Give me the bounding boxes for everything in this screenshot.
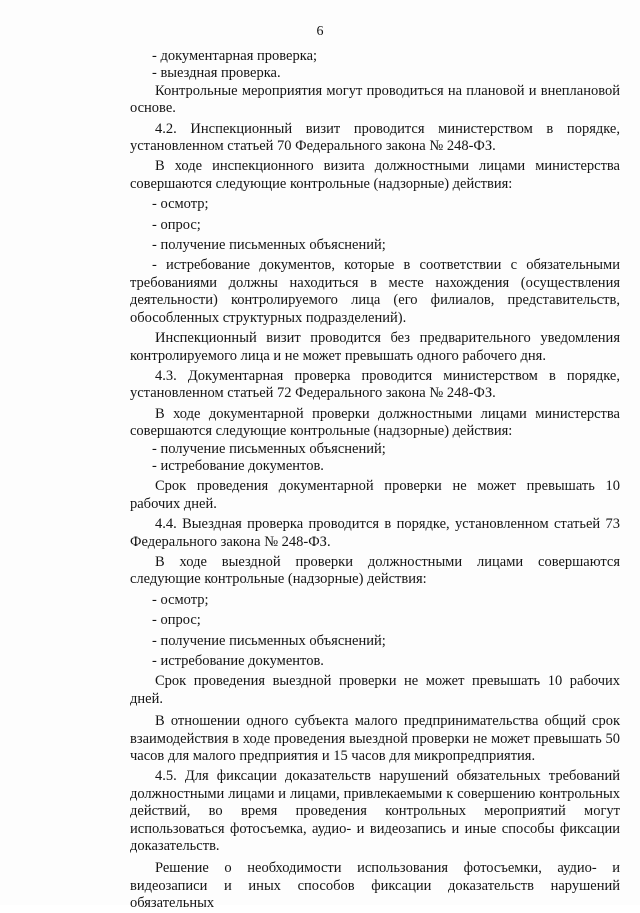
list-item: - истребование документов, которые в соответствии с обязательными требованиями должны находиться в месте нахождения (осуществления деятельности) контролируемого лица (его филиалов, представительств, обособленных структурных подразделений). bbox=[130, 257, 620, 326]
paragraph-section-4-5: 4.5. Для фиксации доказательств нарушений обязательных требований должностными лицами и лицами, привлекаемыми к совершению контрольных действий, во время проведения контрольных мероприятий могут использоваться фотосъемка, аудио- и видеозапись и иные способы фиксации доказательств. bbox=[130, 768, 620, 855]
paragraph: Инспекционный визит проводится без предварительного уведомления контролируемого лица и не может превышать одного рабочего дня. bbox=[130, 330, 620, 364]
paragraph: Срок проведения документарной проверки не может превышать 10 рабочих дней. bbox=[130, 478, 620, 512]
list-item: - выездная проверка. bbox=[152, 65, 281, 82]
paragraph-section-4-3: 4.3. Документарная проверка проводится министерством в порядке, установленном статьей 72 Федерального закона № 248-ФЗ. bbox=[130, 367, 620, 402]
list-item: - осмотр; bbox=[152, 591, 209, 608]
paragraph: В ходе инспекционного визита должностными лицами министерства совершаются следующие контрольные (надзорные) действия: bbox=[130, 158, 620, 192]
list-item: - истребование документов. bbox=[152, 653, 324, 669]
list-item: - получение письменных объяснений; bbox=[152, 440, 386, 457]
paragraph: Контрольные мероприятия могут проводиться на плановой и внеплановой основе. bbox=[130, 82, 620, 117]
paragraph: В ходе документарной проверки должностными лицами министерства совершаются следующие контрольные (надзорные) действия: bbox=[130, 405, 620, 440]
list-item: - получение письменных объяснений; bbox=[152, 237, 386, 254]
paragraph: Решение о необходимости использования фотосъемки, аудио- и видеозаписи и иных способов фиксации доказательств нарушений обязательных bbox=[130, 860, 620, 912]
paragraph: В ходе выездной проверки должностными лицами совершаются следующие контрольные (надзорные) действия: bbox=[130, 553, 620, 588]
list-item: - получение письменных объяснений; bbox=[152, 632, 386, 649]
page-number: 6 bbox=[316, 24, 324, 39]
paragraph-section-4-4: 4.4. Выездная проверка проводится в порядке, установленном статьей 73 Федерального закона № 248-ФЗ. bbox=[130, 516, 620, 550]
list-item: - документарная проверка; bbox=[152, 48, 318, 64]
list-item: - опрос; bbox=[152, 612, 201, 629]
paragraph: В отношении одного субъекта малого предпринимательства общий срок взаимодействия в ходе проведения выездной проверки не может превышать 50 часов для малого предприятия и 15 часов для микропредприятия. bbox=[130, 713, 620, 765]
paragraph-section-4-2: 4.2. Инспекционный визит проводится министерством в порядке, установленном статьей 70 Федерального закона № 248-ФЗ. bbox=[130, 120, 620, 155]
paragraph: Срок проведения выездной проверки не может превышать 10 рабочих дней. bbox=[130, 673, 620, 707]
list-item: - осмотр; bbox=[152, 196, 209, 213]
list-item: - опрос; bbox=[152, 216, 201, 233]
document-body bbox=[130, 48, 620, 913]
list-item: - истребование документов. bbox=[152, 457, 324, 474]
